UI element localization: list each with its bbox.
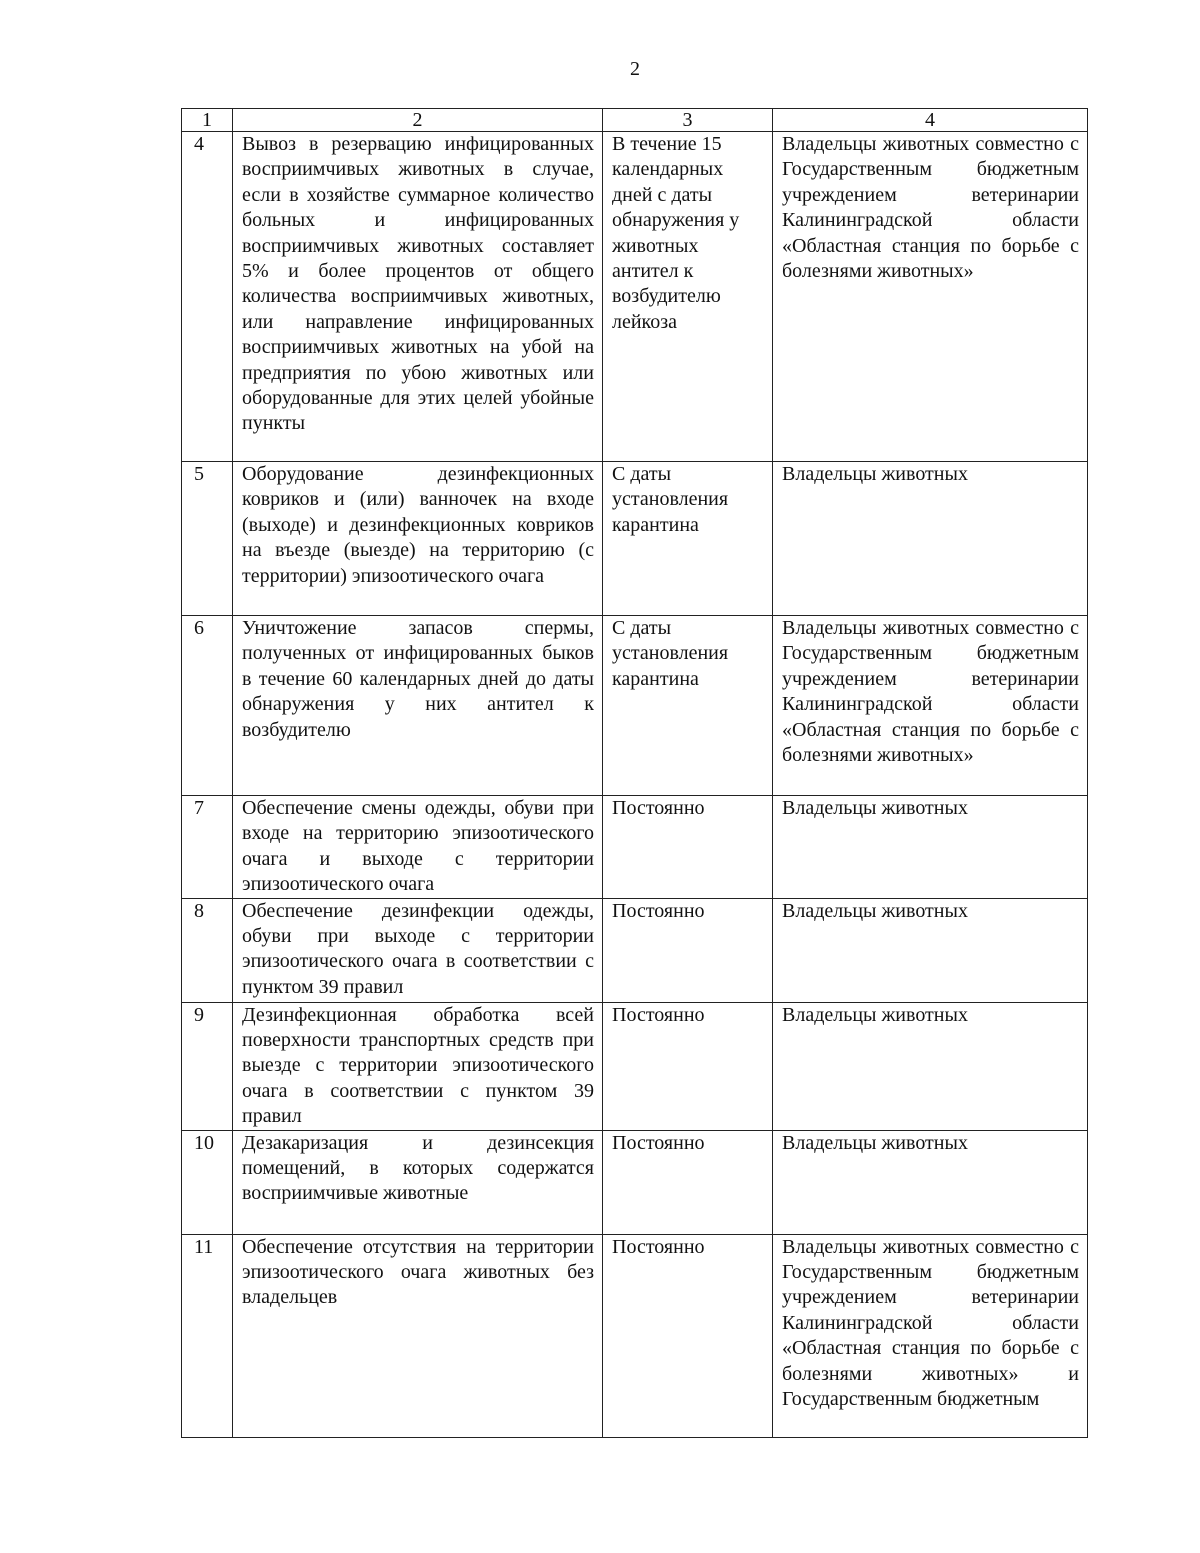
table-row [182,1130,1088,1234]
row-term: Постоянно [603,1234,773,1437]
table-row [182,898,1088,1002]
row-action: Уничтожение запасов спермы, полученных от инфицированных быков в течение 60 календарных дней до даты обнаружения у них антител к возбудителю [233,616,603,796]
row-action: Вывоз в резервацию инфицированных восприимчивых животных в случае, если в хозяйстве суммарное количество больных и инфицированных восприимчивых животных составляет 5% и более процентов от общего количества восприимчивых животных, или направление инфицированных восприимчивых животных на убой на предприятия по убою животных или оборудованные для этих целей убойные пункты [233,132,603,462]
row-term: В течение 15 календарных дней с даты обнаружения у животных антител к возбудителю лейкоза [603,132,773,462]
table-row [182,1234,1088,1437]
row-term: С даты установления карантина [603,462,773,616]
row-term: С даты установления карантина [603,616,773,796]
row-responsible: Владельцы животных [773,1002,1088,1130]
row-term: Постоянно [603,1002,773,1130]
table-row [182,616,1088,796]
row-responsible: Владельцы животных [773,1130,1088,1234]
header-col-2: 2 [233,109,603,132]
measures-table [181,108,1088,1438]
row-action: Обеспечение смены одежды, обуви при входе на территорию эпизоотического очага и выходе с территории эпизоотического очага [233,796,603,899]
table-row [182,462,1088,616]
row-number: 5 [182,462,233,616]
row-term: Постоянно [603,898,773,1002]
row-action: Обеспечение отсутствия на территории эпизоотического очага животных без владельцев [233,1234,603,1437]
page-number: 2 [630,58,640,80]
header-col-4: 4 [773,109,1088,132]
row-responsible: Владельцы животных совместно с Государственным бюджетным учреждением ветеринарии Калининградской области «Областная станция по борьбе с болезнями животных» [773,132,1088,462]
table-header-row [182,109,1088,132]
row-action: Дезинфекционная обработка всей поверхности транспортных средств при выезде с территории эпизоотического очага в соответствии с пунктом 39 правил [233,1002,603,1130]
row-number: 10 [182,1130,233,1234]
row-number: 6 [182,616,233,796]
table-row [182,1002,1088,1130]
table-row [182,796,1088,899]
header-col-1: 1 [182,109,233,132]
row-term: Постоянно [603,796,773,899]
row-responsible: Владельцы животных [773,898,1088,1002]
row-number: 9 [182,1002,233,1130]
row-number: 4 [182,132,233,462]
row-number: 11 [182,1234,233,1437]
row-responsible: Владельцы животных [773,796,1088,899]
header-col-3: 3 [603,109,773,132]
row-responsible: Владельцы животных [773,462,1088,616]
row-action: Обеспечение дезинфекции одежды, обуви при выходе с территории эпизоотического очага в соответствии с пунктом 39 правил [233,898,603,1002]
row-number: 7 [182,796,233,899]
table-row [182,132,1088,462]
row-term: Постоянно [603,1130,773,1234]
row-action: Оборудование дезинфекционных ковриков и (или) ванночек на входе (выходе) и дезинфекционных ковриков на въезде (выезде) на территорию (с территории) эпизоотического очага [233,462,603,616]
row-number: 8 [182,898,233,1002]
row-action: Дезакаризация и дезинсекция помещений, в которых содержатся восприимчивые животные [233,1130,603,1234]
row-responsible: Владельцы животных совместно с Государственным бюджетным учреждением ветеринарии Калининградской области «Областная станция по борьбе с болезнями животных» и Государственным бюджетным [773,1234,1088,1437]
row-responsible: Владельцы животных совместно с Государственным бюджетным учреждением ветеринарии Калининградской области «Областная станция по борьбе с болезнями животных» [773,616,1088,796]
